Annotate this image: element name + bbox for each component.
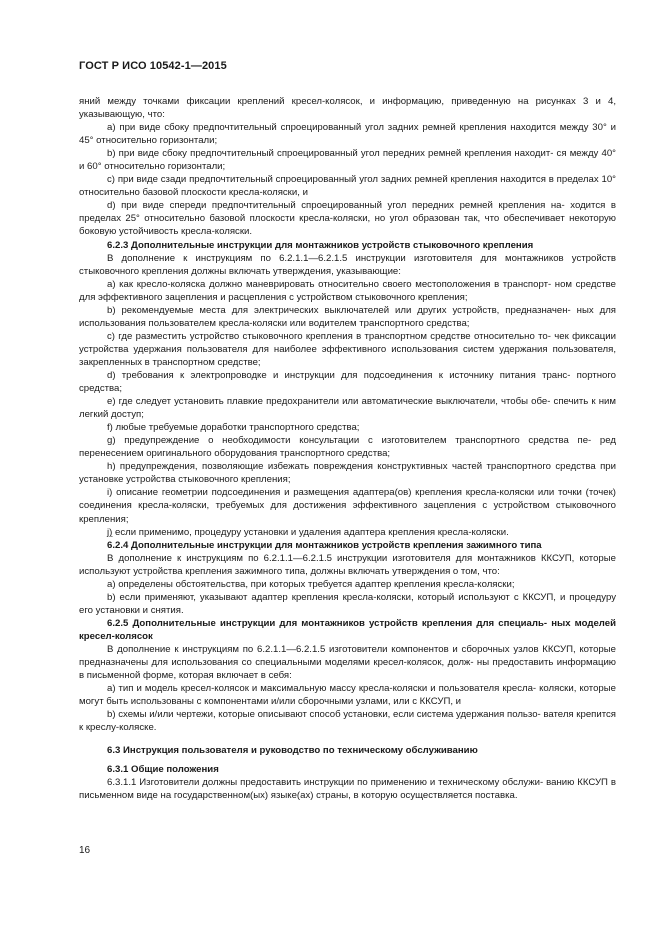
paragraph: В дополнение к инструкциям по 6.2.1.1—6.2.1.5 инструкции изготовителя для монтажников ККСУП, которые используют устройства крепления зажимного типа, должны включать утверждения о том, что: xyxy=(79,552,616,577)
list-item: b) если применяют, указывают адаптер крепления кресла-коляски, который используют с ККСУП, и процедуру его установки и снятия. xyxy=(79,591,616,616)
list-item-text: если применимо, процедуру установки и удаления адаптера крепления кресла-коляски. xyxy=(112,526,509,538)
list-item: b) при виде сбоку предпочтительный спроецированный угол передних ремней крепления находит- ся между 40° и 60° относительно горизонтали; xyxy=(79,148,616,173)
list-item: b) рекомендуемые места для электрических выключателей или других устройств, предназначен- ных для использования пользователем кресла-коляски или водителем транспортного средства; xyxy=(79,304,616,329)
section-heading-6-2-3: 6.2.3 Дополнительные инструкции для монтажников устройств стыковочного крепления xyxy=(107,239,534,251)
list-item: g) предупреждение о необходимости консультации с изготовителем транспортного средства пе- ред перенесением оригинального оборудования транспортного средства; xyxy=(79,435,616,460)
list-item: b) схемы и/или чертежи, которые описывают способ установки, если система удержания пользо- вателя крепится к креслу-коляске. xyxy=(79,709,616,734)
list-item: а) тип и модель кресел-колясок и максимальную массу кресла-коляски и пользователя кресла- коляски, которые могут быть использованы с компонентами и/или сборочными узлами, или с ККСУП, и xyxy=(79,683,616,708)
paragraph: 6.3.1.1 Изготовители должны предоставить инструкции по применению и техническому обслужи- ванию ККСУП в письменном виде на государственном(ых) языке(ах) страны, в которую осуществляется поставка. xyxy=(79,777,616,802)
body-text xyxy=(79,95,616,802)
list-item: d) при виде спереди предпочтительный спроецированный угол передних ремней крепления на- ходится в пределах 25° относительно базовой плоскости кресла-коляски, но угол образован так, что обеспечивает некоторую боковую устойчивость кресла-коляски. xyxy=(79,200,616,238)
paragraph: В дополнение к инструкциям по 6.2.1.1—6.2.1.5 инструкции изготовителя для монтажников устройств стыковочного крепления должны включать утверждения, указывающие: xyxy=(79,252,616,277)
list-item: e) где следует установить плавкие предохранители или автоматические выключатели, чтобы обе- спечить к ним легкий доступ; xyxy=(79,396,616,421)
list-item: а) при виде сбоку предпочтительный спроецированный угол задних ремней крепления находится между 30° и 45° относительно горизонтали; xyxy=(79,122,616,147)
list-item: d) требования к электропроводке и инструкции для подсоединения к источнику питания транс- портного средства; xyxy=(79,369,616,395)
list-item xyxy=(79,526,616,539)
list-marker: j) xyxy=(107,526,113,538)
page-number: 16 xyxy=(79,845,91,856)
list-item: c) при виде сзади предпочтительный спроецированный угол задних ремней крепления находится в пределах 10° относительно базовой плоскости кресла-коляски, и xyxy=(79,174,616,199)
list-item: i) описание геометрии подсоединения и размещения адаптера(ов) крепления кресла-коляски или точки (точек) соединения кресла-коляски, требуемых для достижения эффективного зацепления с устройством стыковочного крепления; xyxy=(79,487,616,525)
paragraph: яний между точками фиксации креплений кресел-колясок, и информацию, приведенную на рисунках 3 и 4, указывающую, что: xyxy=(79,96,616,121)
list-item: а) как кресло-коляска должно маневрировать относительно своего местоположения в транспорт- ном средстве для эффективного зацепления и расцепления с устройством стыковочного крепления; xyxy=(79,278,616,303)
list-item: f) любые требуемые доработки транспортного средства; xyxy=(107,422,360,434)
document-id-header: ГОСТ Р ИСО 10542-1—2015 xyxy=(79,60,227,72)
list-item: а) определены обстоятельства, при которых требуется адаптер крепления кресла-коляски; xyxy=(107,578,515,590)
spacer xyxy=(79,734,616,744)
list-item: h) предупреждения, позволяющие избежать повреждения конструктивных частей транспортного средства при установке устройства стыковочного крепления; xyxy=(79,461,616,486)
section-heading-6-3-1: 6.3.1 Общие положения xyxy=(107,764,219,776)
section-heading-6-2-4: 6.2.4 Дополнительные инструкции для монтажников устройств крепления зажимного типа xyxy=(107,539,542,551)
list-item: c) где разместить устройство стыковочного крепления в транспортном средстве относительно то- чек фиксации устройства удержания пользователя для наиболее эффективного использования систем удержания пользователя, закрепленных в транспортном средстве; xyxy=(79,330,616,368)
paragraph: В дополнение к инструкциям по 6.2.1.1—6.2.1.5 изготовители компонентов и сборочных узлов ККСУП, которые предназначены для использования со специальными моделями кресел-колясок, долж- ны предоставить информацию в письменной форме, которая включает в себя: xyxy=(79,643,616,682)
section-heading-6-2-5: 6.2.5 Дополнительные инструкции для монтажников устройств крепления для специаль- ных моделей кресел-колясок xyxy=(79,617,616,642)
section-heading-6-3: 6.3 Инструкция пользователя и руководство по техническому обслуживанию xyxy=(107,745,478,757)
